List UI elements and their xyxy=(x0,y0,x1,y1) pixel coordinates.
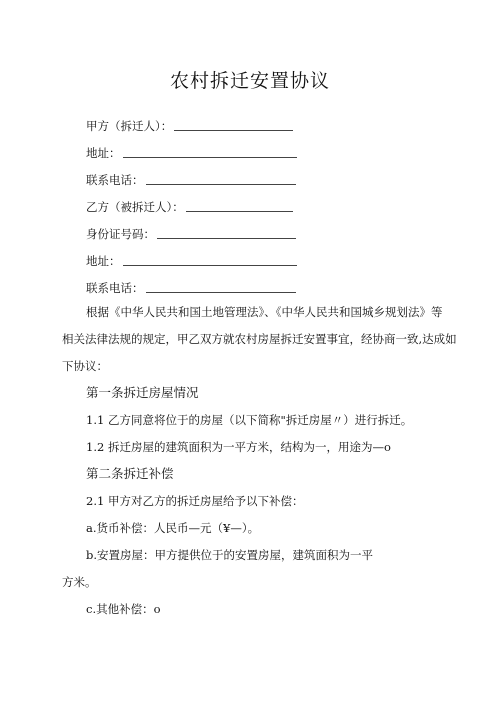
party-b-id-field xyxy=(86,222,296,242)
party-b-address-blank[interactable] xyxy=(123,265,297,266)
party-b-id-blank[interactable] xyxy=(157,238,296,239)
party-b-phone-label: 联系电话： xyxy=(86,281,144,295)
party-a-phone-label: 联系电话： xyxy=(86,173,144,187)
article-2-item-1: 2.1 甲方对乙方的拆迁房屋给予以下补偿： xyxy=(86,494,304,508)
intro-line-1: 根据《中华人民共和国土地管理法》、《中华人民共和国城乡规划法》等 xyxy=(86,305,443,319)
party-a-address-blank[interactable] xyxy=(123,157,297,158)
party-b-label: 乙方（被拆迁人）： xyxy=(86,200,184,214)
intro-line-3: 下协议： xyxy=(62,359,108,373)
article-1-item-2: 1.2 拆迁房屋的建筑面积为一平方米，结构为一，用途为—o xyxy=(86,440,391,454)
article-2-heading: 第二条拆迁补偿 xyxy=(86,466,174,481)
article-2-item-a: a.货币补偿：人民币—元（¥—）。 xyxy=(86,521,260,535)
party-a-phone-blank[interactable] xyxy=(146,184,296,185)
party-a-label: 甲方（拆迁人）： xyxy=(86,119,173,133)
article-1-heading: 第一条拆迁房屋情况 xyxy=(86,385,199,400)
party-b-blank[interactable] xyxy=(186,211,293,212)
party-b-id-label: 身份证号码： xyxy=(86,227,155,241)
document-title: 农村拆迁安置协议 xyxy=(169,70,330,92)
article-2-item-c: c.其他补偿：o xyxy=(86,602,161,616)
party-b-field xyxy=(86,195,293,215)
article-1-item-1: 1.1 乙方同意将位于的房屋（以下简称"拆迁房屋〃）进行拆迁。 xyxy=(86,413,413,427)
party-a-blank[interactable] xyxy=(174,130,293,131)
party-b-phone-field xyxy=(86,276,296,296)
party-a-phone-field xyxy=(86,168,296,188)
party-b-phone-blank[interactable] xyxy=(146,292,296,293)
intro-line-2: 相关法律法规的规定，甲乙双方就农村房屋拆迁安置事宜，经协商一致,达成如 xyxy=(62,332,457,346)
party-a-address-field xyxy=(86,141,297,161)
party-b-address-field xyxy=(86,249,297,269)
article-2-item-b-cont: 方米。 xyxy=(62,575,97,589)
article-2-item-b: b.安置房屋：甲方提供位于的安置房屋，建筑面积为一平 xyxy=(86,548,374,562)
party-a-address-label: 地址： xyxy=(86,146,121,160)
party-a-field xyxy=(86,114,293,134)
party-b-address-label: 地址： xyxy=(86,254,121,268)
